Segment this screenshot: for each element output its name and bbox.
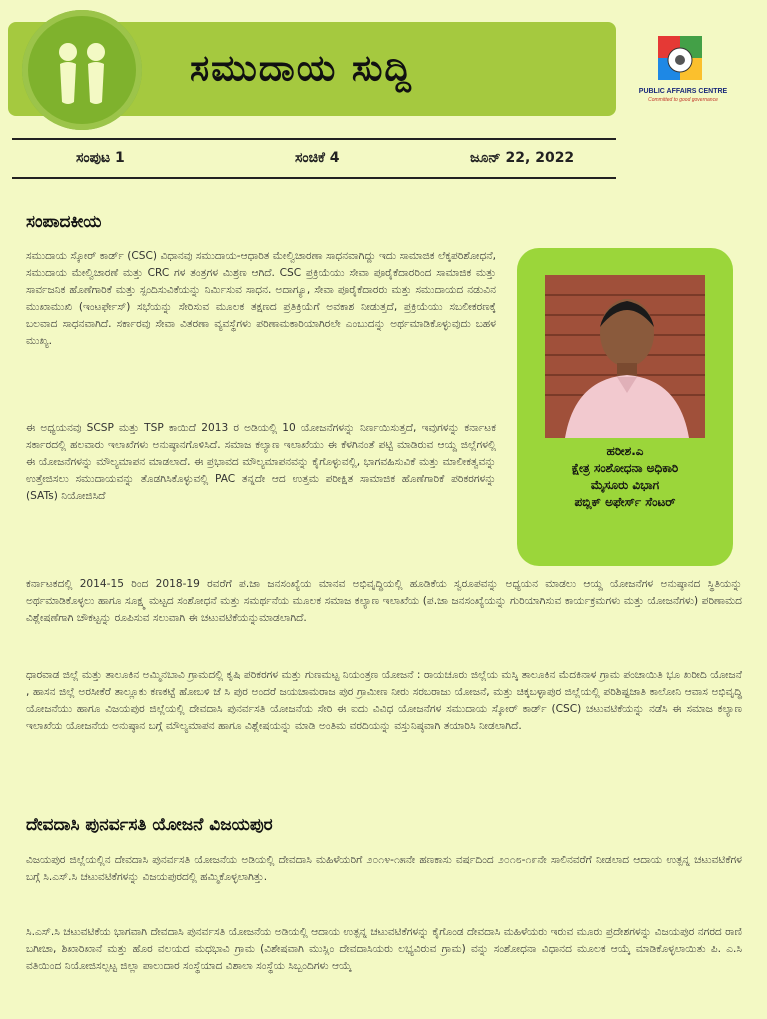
logo-tagline: Committed to good governance xyxy=(648,97,718,103)
issue-label: ಸಂಚಿಕೆ 4 xyxy=(295,150,340,166)
author-photo xyxy=(545,275,705,438)
date-label: ಜೂನ್ 22, 2022 xyxy=(470,150,575,166)
section2-paragraph-1: ವಿಜಯಪುರ ಜಿಲ್ಲೆಯಲ್ಲಿನ ದೇವದಾಸಿ ಪುನರ್ವಸತಿ ಯೋಜನೆಯ ಅಡಿಯಲ್ಲಿ ದೇವದಾಸಿ ಮಹಿಳೆಯರಿಗೆ ೨೦೧೪-೧೫ನೇ ಹಣಕಾಸು ವರ್ಷದಿಂದ ೨೦೧೮-೧೯ನೇ ಸಾಲಿನವರೆಗೆ ನೀಡಲಾದ ಆದಾಯ ಉತ್ಪನ್ನ ಚಟುವಟಿಕೆಗಳ ಬಗ್ಗೆ ಸಿ.ಎಸ್.ಸಿ ಚಟುವಟಿಕೆಗಳನ್ನು ವಿಜಯಪುರದಲ್ಲಿ ಹಮ್ಮಿಕೊಳ್ಳಲಾಗಿತ್ತು. xyxy=(26,854,742,883)
editorial-paragraph-3: ಕರ್ನಾಟಕದಲ್ಲಿ 2014-15 ರಿಂದ 2018-19 ರವರೆಗೆ ಪ.ಜಾ ಜನಸಂಖ್ಯೆಯ ಮಾನವ ಅಭಿವೃದ್ಧಿಯಲ್ಲಿ ಹೂಡಿಕೆಯ ಸ್ವರೂಪವನ್ನು ಅಧ್ಯಯನ ಮಾಡಲು ಆಯ್ದ ಯೋಜನೆಗಳ ಅನುಷ್ಠಾನದ ಸ್ಥಿತಿಯನ್ನು ಅರ್ಥಮಾಡಿಕೊಳ್ಳಲು ಹಾಗೂ ಸೂಕ್ಷ್ಮ ಮಟ್ಟದ ಸಂಶೋಧನೆ ಮತ್ತು ಸಮರ್ಥನೆಯ ಮೂಲಕ ಸಮಾಜ ಕಲ್ಯಾಣ ಇಲಾಖೆಯ (ಪ.ಜಾ ಜನಸಂಖ್ಯೆಯನ್ನು ಗುರಿಯಾಗಿಸುವ ಕಾರ್ಯಕ್ರಮಗಳು ಮತ್ತು ಯೋಜನೆಗಳು) ಪರಿಣಾಮದ ವಿಶ್ಲೇಷಣೆಗಾಗಿ ಚೌಕಟ್ಟನ್ನು ರೂಪಿಸುವ ಸಲುವಾಗಿ ಈ ಚಟುವಟಿಕೆಯನ್ನುಮಾಡಲಾಗಿದೆ. xyxy=(26,578,742,624)
author-details xyxy=(517,443,733,511)
author-role: ಕ್ಷೇತ್ರ ಸಂಶೋಧನಾ ಅಧಿಕಾರಿ xyxy=(571,461,679,475)
logo-org-name: PUBLIC AFFAIRS CENTRE xyxy=(638,88,728,95)
author-profile-card xyxy=(517,248,733,566)
section2-paragraph-2: ಸಿ.ಎಸ್.ಸಿ ಚಟುವಟಿಕೆಯ ಭಾಗವಾಗಿ ದೇವದಾಸಿ ಪುನರ್ವಸತಿ ಯೋಜನೆಯ ಅಡಿಯಲ್ಲಿ ಆದಾಯ ಉತ್ಪನ್ನ ಚಟುವಟಿಕೆಗಳನ್ನು ಕೈಗೊಂಡ ದೇವದಾಸಿ ಮಹಿಳೆಯರು ಇರುವ ಮೂರು ಪ್ರದೇಶಗಳನ್ನು ವಿಜಯಪುರ ನಗರದ ರಾಣಿ ಬಗೀಚಾ, ಶಿಖಾರಿಖಾನೆ ಮತ್ತು ಹೊರ ವಲಯದ ಮಧಭಾವಿ ಗ್ರಾಮ (ವಿಶೇಷವಾಗಿ ಮುಸ್ಲಿಂ ದೇವದಾಸಿಯರು ಲಭ್ಯವಿರುವ ಗ್ರಾಮ) ವನ್ನು ಸಂಶೋಧನಾ ವಿಧಾನದ ಮೂಲಕ ಆಯ್ಕೆ ಮಾಡಿಕೊಳ್ಳಲಾಯಿತು ಪಿ. ಎ.ಸಿ ವತಿಯಿಂದ ನಿಯೋಜಿಸಲ್ಪಟ್ಟ ಜಿಲ್ಲಾ ಪಾಲುದಾರ ಸಂಸ್ಥೆಯಾದ ವಿಶಾಲಾ ಸಂಸ್ಥೆಯ ಸಿಬ್ಬಂದಿಗಳು ಆಯ್ಕೆ xyxy=(26,926,742,972)
newsletter-title: ಸಮುದಾಯ ಸುದ್ದಿ xyxy=(190,48,413,89)
volume-label: ಸಂಪುಟ 1 xyxy=(76,150,125,166)
editorial-heading: ಸಂಪಾದಕೀಯ xyxy=(26,212,102,232)
section-heading-devadasi: ದೇವದಾಸಿ ಪುನರ್ವಸತಿ ಯೋಜನೆ ವಿಜಯಪುರ xyxy=(26,815,273,835)
editorial-paragraph-4: ಧಾರವಾಡ ಜಿಲ್ಲೆ ಮತ್ತು ತಾಲೂಕಿನ ಅಮ್ಮಿನಬಾವಿ ಗ್ರಾಮದಲ್ಲಿ ಕೃಷಿ ಪರಿಕರಗಳ ಮತ್ತು ಗುಣಮಟ್ಟ ನಿಯಂತ್ರಣ ಯೋಜನೆ : ರಾಯಚೂರು ಜಿಲ್ಲೆಯ ಮಸ್ಕಿ ತಾಲೂಕಿನ ಮೆದಕಿನಾಳ ಗ್ರಾಮ ಪಂಚಾಯಿತಿ ಭೂ ಖರೀದಿ ಯೋಜನೆ , ಹಾಸನ ಜಿಲ್ಲೆ ಅರಸೀಕೆರೆ ತಾಲ್ಲೂಕು ಕಣಕಟ್ಟೆ ಹೋಬಳಿ ಜೆ ಸಿ ಪುರ ಅಂದರೆ ಜಯಚಾಮರಾಜ ಪುರ ಗ್ರಾಮೀಣ ನೀರು ಸರಬರಾಜು ಯೋಜನೆ, ಮತ್ತು ಚಿಕ್ಕಬಳ್ಳಾಪುರ ಜಿಲ್ಲೆಯಲ್ಲಿ ಪರಿಶಿಷ್ಟಜಾತಿ ಕಾಲೋನಿ ಆವಾಸ ಅಭಿವೃದ್ಧಿ ಯೋಜನೆಯು ಹಾಗೂ ವಿಜಯಪುರ ಜಿಲ್ಲೆಯಲ್ಲಿ ದೇವದಾಸಿ ಪುನರ್ವಸತಿ ಯೋಜನೆಯ ಸೇರಿ ಈ ಐದು ವಿವಿಧ ಯೋಜನೆಗಳ ಸಮುದಾಯ ಸ್ಕೋರ್ ಕಾರ್ಡ್ (CSC) ಚಟುವಟಿಕೆಯನ್ನು ನಡೆಸಿ ಈ ಸಮಾಜ ಕಲ್ಯಾಣ ಇಲಾಖೆಯ ಯೋಜನೆಯ ಅನುಷ್ಠಾನ ಬಗ್ಗೆ ಮೌಲ್ಯಮಾಪನ ಹಾಗೂ ವಿಶ್ಲೇಷಯನ್ನು ಮಾಡಿ ಅಂತಿಮ ವರದಿಯನ್ನು ವಸ್ತುನಿಷ್ಠವಾಗಿ ತಯಾರಿಸಿ ನೀಡಲಾಗಿದೆ. xyxy=(26,669,742,732)
editorial-paragraph-2: ಈ ಅಧ್ಯಯನವು SCSP ಮತ್ತು TSP ಕಾಯಿದೆ 2013 ರ ಅಡಿಯಲ್ಲಿ 10 ಯೋಜನೆಗಳನ್ನು ನಿರ್ಣಯಿಸುತ್ತದೆ, ಇವುಗಳನ್ನು ಕರ್ನಾಟಕ ಸರ್ಕಾರದಲ್ಲಿ ಹಲವಾರು ಇಲಾಖೆಗಳು ಅನುಷ್ಠಾನಗೊಳಿಸಿದೆ. ಸಮಾಜ ಕಲ್ಯಾಣ ಇಲಾಖೆಯು ಈ ಕೆಳಗಿನಂತೆ ಪಟ್ಟಿ ಮಾಡಿರುವ ಆಯ್ದ ಜಿಲ್ಲೆಗಳಲ್ಲಿ ಈ ಯೋಜನೆಗಳನ್ನು ಮೌಲ್ಯಮಾಪನ ಮಾಡಲಾದೆ. ಈ ಪ್ರಭಾವದ ಮೌಲ್ಯಮಾಪನವನ್ನು ಕೈಗೊಳ್ಳುವಲ್ಲಿ, ಭಾಗವಹಿಸುವಿಕೆ ಮತ್ತು ಮಾಲೀಕತ್ವವನ್ನು ಉತ್ತೇಜಿಸಲು ಸಮುದಾಯವನ್ನು ತೊಡಗಿಸಿಕೊಳ್ಳುವಲ್ಲಿ PAC ತನ್ನದೇ ಆದ ಉತ್ತಮ ಪರೀಕ್ಷಿತ ಸಾಮಾಜಿಕ ಹೊಣೆಗಾರಿಕೆ ಪರಿಕರಗಳನ್ನು (SATs) ನಿಯೋಜಿಸಿದೆ xyxy=(26,422,496,502)
author-division: ಮೈಸೂರು ವಿಭಾಗ xyxy=(590,478,660,492)
author-name: ಹರೀಶ.ಎ xyxy=(606,444,644,458)
top-rule xyxy=(12,138,616,140)
editorial-paragraph-1: ಸಮುದಾಯ ಸ್ಕೋರ್ ಕಾರ್ಡ್ (CSC) ವಿಧಾನವು ಸಮುದಾಯ-ಆಧಾರಿತ ಮೇಲ್ವಿಚಾರಣಾ ಸಾಧನವಾಗಿದ್ದು ಇದು ಸಾಮಾಜಿಕ ಲೆಕ್ಕಪರಿಶೋಧನೆ, ಸಮುದಾಯ ಮೇಲ್ವಿಚಾರಣೆ ಮತ್ತು CRC ಗಳ ತಂತ್ರಗಳ ಮಿಶ್ರಣ ಆಗಿದೆ. CSC ಪ್ರಕ್ರಿಯೆಯು ಸೇವಾ ಪೂರೈಕೆದಾರರಿಂದ ಸಾಮಾಜಿಕ ಮತ್ತು ಸಾರ್ವಜನಿಕ ಹೊಣೆಗಾರಿಕೆ ಮತ್ತು ಸ್ಪಂದಿಸುವಿಕೆಯನ್ನು ನಿರ್ಮಿಸುವ ಸಾಧನ. ಅದಾಗ್ಯೂ, ಸೇವಾ ಪೂರೈಕೆದಾರರು ಮತ್ತು ಸಮುದಾಯದ ನಡುವಿನ ಮುಖಾಮುಖಿ (ಇಂಟರ್ಫೇಸ್) ಸಭೆಯನ್ನು ಸೇರಿಸುವ ಮೂಲಕ ತಕ್ಷಣದ ಪ್ರತಿಕ್ರಿಯೆಗೆ ಅವಕಾಶ ನೀಡುತ್ತದೆ, ಪ್ರಕ್ರಿಯೆಯು ಸಬಲೀಕರಣಕ್ಕೆ ಬಲವಾದ ಸಾಧನವಾಗಿದೆ. ಸರ್ಕಾರವು ಸೇವಾ ವಿತರಣಾ ವ್ಯವಸ್ಥೆಗಳು ಪರಿಣಾಮಕಾರಿಯಾಗಿರಲೇ ಎಂಬುದನ್ನು ಅರ್ಥಮಾಡಿಕೊಳ್ಳುವುದು ಬಹಳ ಮುಖ್ಯ. xyxy=(26,250,496,347)
bottom-rule xyxy=(12,177,616,179)
quote-marks-icon xyxy=(22,10,142,130)
author-org: ಪಬ್ಲಿಕ್ ಅಫೇರ್ಸ್ ಸೆಂಟರ್ xyxy=(574,495,676,509)
